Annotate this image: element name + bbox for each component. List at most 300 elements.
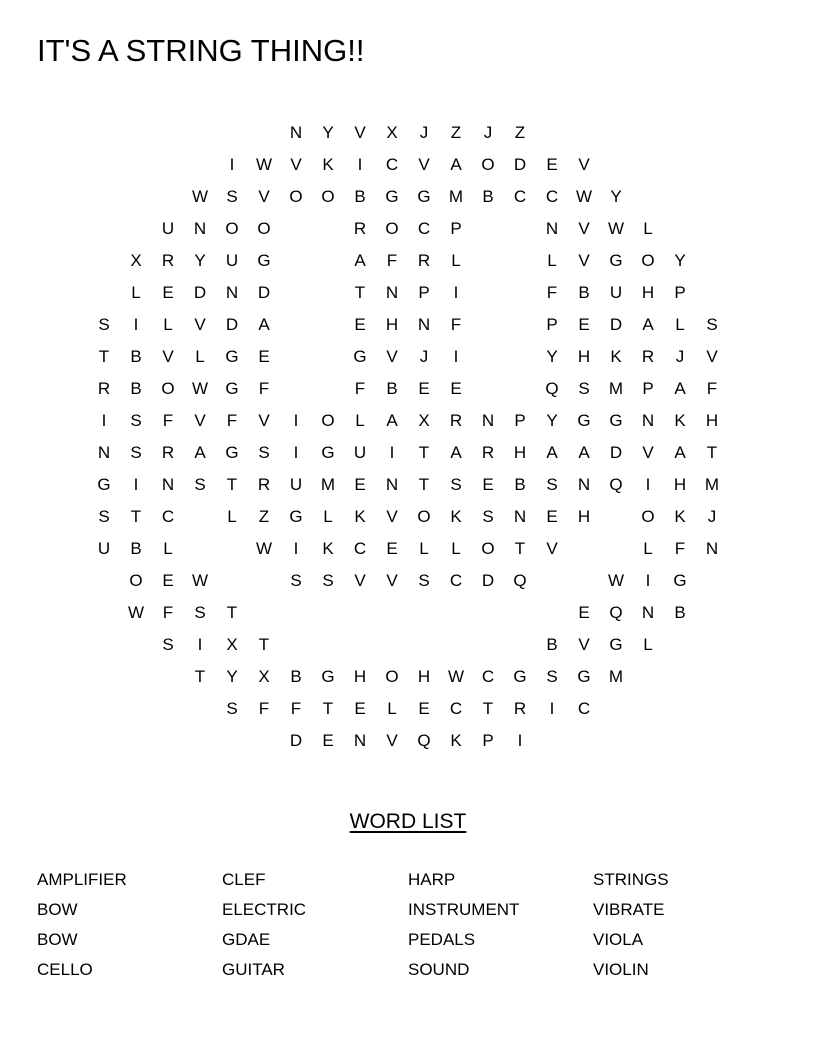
grid-letter: H — [513, 442, 527, 462]
grid-letter: H — [385, 314, 399, 334]
word-list-item: HARP — [408, 870, 456, 889]
grid-letter: T — [354, 282, 366, 302]
grid-letter: I — [453, 346, 459, 366]
grid-letter: X — [226, 634, 238, 654]
grid-letter: K — [322, 538, 334, 558]
grid-letter: B — [354, 186, 366, 206]
grid-letter: V — [194, 410, 206, 430]
grid-letter: B — [482, 186, 494, 206]
grid-letter: S — [98, 314, 110, 334]
grid-letter: H — [353, 666, 367, 686]
grid-letter: H — [577, 346, 591, 366]
grid-letter: V — [418, 154, 430, 174]
grid-letter: F — [258, 378, 270, 398]
grid-letter: D — [609, 314, 623, 334]
grid-letter: S — [194, 474, 206, 494]
grid-letter: M — [320, 474, 336, 494]
grid-letter: E — [354, 698, 366, 718]
grid-letter: S — [130, 442, 142, 462]
grid-letter: Q — [417, 730, 431, 750]
grid-letter: N — [97, 442, 111, 462]
grid-letter: N — [481, 410, 495, 430]
grid-letter: G — [289, 506, 303, 526]
grid-letter: L — [675, 314, 685, 334]
grid-letter: A — [450, 154, 462, 174]
grid-letter: S — [98, 506, 110, 526]
grid-letter: M — [608, 378, 624, 398]
grid-letter: V — [642, 442, 654, 462]
grid-letter: L — [643, 218, 653, 238]
grid-letter: G — [257, 250, 271, 270]
grid-letter: V — [706, 346, 718, 366]
grid-letter: X — [130, 250, 142, 270]
grid-letter: Z — [258, 506, 270, 526]
grid-letter: N — [193, 218, 207, 238]
grid-letter: J — [483, 122, 493, 142]
grid-letter: I — [293, 442, 299, 462]
grid-letter: D — [225, 314, 239, 334]
grid-letter: V — [578, 154, 590, 174]
grid-letter: N — [161, 474, 175, 494]
grid-letter: Y — [226, 666, 238, 686]
grid-letter: O — [321, 186, 335, 206]
grid-letter: I — [133, 314, 139, 334]
grid-letter: S — [226, 698, 238, 718]
grid-letter: E — [258, 346, 270, 366]
grid-letter: Y — [194, 250, 206, 270]
word-list-item: ELECTRIC — [222, 900, 307, 919]
grid-letter: R — [449, 410, 463, 430]
grid-letter: N — [705, 538, 719, 558]
grid-letter: S — [290, 570, 302, 590]
grid-letter: O — [417, 506, 431, 526]
grid-letter: I — [645, 570, 651, 590]
word-list-heading — [0, 810, 816, 834]
grid-letter: E — [578, 602, 590, 622]
grid-letter: S — [226, 186, 238, 206]
grid-letter: V — [386, 570, 398, 590]
grid-letter: I — [645, 474, 651, 494]
grid-letter: V — [194, 314, 206, 334]
grid-letter: D — [481, 570, 495, 590]
word-list-item: GUITAR — [222, 960, 285, 979]
grid-letter: U — [225, 250, 239, 270]
word-list-heading-text: WORD LIST — [349, 810, 467, 833]
grid-letter: T — [130, 506, 142, 526]
grid-letter: H — [417, 666, 431, 686]
grid-letter: J — [419, 346, 429, 366]
grid-letter: O — [257, 218, 271, 238]
word-list-item: VIOLA — [593, 930, 644, 949]
grid-letter: U — [161, 218, 175, 238]
grid-letter: N — [385, 282, 399, 302]
grid-letter: D — [193, 282, 207, 302]
grid-letter: R — [417, 250, 431, 270]
grid-letter: L — [547, 250, 557, 270]
grid-letter: L — [131, 282, 141, 302]
grid-letter: S — [130, 410, 142, 430]
grid-letter: A — [674, 378, 686, 398]
word-list-column-4 — [593, 869, 773, 989]
grid-letter: C — [449, 698, 463, 718]
grid-letter: O — [641, 506, 655, 526]
grid-letter: Q — [609, 602, 623, 622]
grid-letter: J — [419, 122, 429, 142]
grid-letter: H — [641, 282, 655, 302]
grid-letter: J — [707, 506, 717, 526]
grid-letter: K — [610, 346, 622, 366]
grid-letter: G — [385, 186, 399, 206]
grid-letter: M — [608, 666, 624, 686]
grid-letter: N — [641, 602, 655, 622]
grid-letter: C — [353, 538, 367, 558]
word-list-item: BOW — [37, 930, 78, 949]
grid-letter: Q — [513, 570, 527, 590]
grid-letter: T — [482, 698, 494, 718]
grid-letter: V — [258, 410, 270, 430]
grid-letter: J — [675, 346, 685, 366]
grid-letter: S — [546, 474, 558, 494]
grid-letter: O — [481, 538, 495, 558]
grid-letter: N — [385, 474, 399, 494]
grid-letter: C — [545, 186, 559, 206]
grid-letter: Y — [546, 346, 558, 366]
grid-letter: F — [162, 410, 174, 430]
grid-letter: W — [447, 666, 465, 686]
grid-letter: O — [225, 218, 239, 238]
grid-letter: T — [258, 634, 270, 654]
grid-letter: D — [513, 154, 527, 174]
word-list-item: SOUND — [408, 960, 470, 979]
grid-letter: E — [418, 698, 430, 718]
grid-letter: W — [255, 154, 273, 174]
grid-letter: I — [517, 730, 523, 750]
grid-letter: T — [322, 698, 334, 718]
grid-letter: E — [322, 730, 334, 750]
grid-letter: I — [101, 410, 107, 430]
grid-letter: P — [642, 378, 654, 398]
grid-letter: W — [607, 218, 625, 238]
grid-letter: W — [127, 602, 145, 622]
grid-letter: X — [418, 410, 430, 430]
grid-letter: B — [130, 346, 142, 366]
grid-letter: E — [386, 538, 398, 558]
grid-letter: V — [386, 730, 398, 750]
grid-letter: G — [321, 442, 335, 462]
grid-letter: L — [163, 538, 173, 558]
grid-letter: U — [289, 474, 303, 494]
grid-letter: O — [385, 666, 399, 686]
grid-letter: L — [419, 538, 429, 558]
grid-letter: U — [609, 282, 623, 302]
grid-letter: Y — [674, 250, 686, 270]
grid-letter: N — [577, 474, 591, 494]
grid-letter: D — [257, 282, 271, 302]
grid-letter: L — [323, 506, 333, 526]
grid-letter: G — [417, 186, 431, 206]
grid-letter: W — [191, 378, 209, 398]
word-list-item: INSTRUMENT — [408, 900, 520, 919]
grid-letter: R — [161, 442, 175, 462]
grid-letter: S — [258, 442, 270, 462]
grid-letter: K — [450, 506, 462, 526]
grid-letter: E — [162, 570, 174, 590]
grid-letter: P — [546, 314, 558, 334]
grid-letter: E — [354, 474, 366, 494]
grid-letter: E — [546, 506, 558, 526]
grid-letter: C — [161, 506, 175, 526]
grid-letter: K — [322, 154, 334, 174]
grid-letter: A — [386, 410, 398, 430]
grid-letter: V — [578, 634, 590, 654]
grid-letter: A — [674, 442, 686, 462]
grid-letter: V — [258, 186, 270, 206]
grid-letter: R — [257, 474, 271, 494]
grid-letter: K — [674, 410, 686, 430]
grid-letter: B — [386, 378, 398, 398]
grid-letter: T — [514, 538, 526, 558]
grid-letter: W — [191, 186, 209, 206]
grid-letter: F — [226, 410, 238, 430]
grid-letter: X — [258, 666, 270, 686]
grid-letter: O — [289, 186, 303, 206]
grid-letter: K — [354, 506, 366, 526]
grid-letter: B — [578, 282, 590, 302]
grid-letter: P — [418, 282, 430, 302]
grid-letter: S — [162, 634, 174, 654]
grid-letter: F — [386, 250, 398, 270]
grid-letter: O — [385, 218, 399, 238]
grid-letter: F — [162, 602, 174, 622]
grid-letter: C — [481, 666, 495, 686]
grid-letter: L — [355, 410, 365, 430]
grid-letter: G — [609, 634, 623, 654]
grid-letter: P — [450, 218, 462, 238]
grid-letter: T — [706, 442, 718, 462]
grid-letter: V — [354, 122, 366, 142]
grid-letter: T — [418, 442, 430, 462]
grid-letter: L — [195, 346, 205, 366]
grid-letter: D — [609, 442, 623, 462]
word-list-item: GDAE — [222, 930, 271, 949]
grid-letter: E — [546, 154, 558, 174]
grid-letter: Y — [546, 410, 558, 430]
grid-letter: F — [706, 378, 718, 398]
word-list-item: CLEF — [222, 870, 266, 889]
grid-letter: R — [97, 378, 111, 398]
grid-letter: I — [357, 154, 363, 174]
grid-letter: K — [450, 730, 462, 750]
grid-letter: C — [513, 186, 527, 206]
grid-letter: L — [387, 698, 397, 718]
grid-letter: C — [417, 218, 431, 238]
grid-letter: T — [194, 666, 206, 686]
grid-letter: B — [130, 378, 142, 398]
grid-letter: G — [577, 410, 591, 430]
grid-letter: F — [290, 698, 302, 718]
grid-letter: B — [130, 538, 142, 558]
word-list-column-2 — [222, 869, 402, 989]
grid-letter: L — [227, 506, 237, 526]
grid-letter: R — [481, 442, 495, 462]
grid-letter: Y — [322, 122, 334, 142]
word-list-item: VIOLIN — [593, 960, 649, 979]
grid-letter: O — [161, 378, 175, 398]
page-title: IT'S A STRING THING!! — [37, 33, 365, 68]
word-list-item: AMPLIFIER — [37, 870, 127, 889]
word-list-column-3 — [408, 869, 588, 989]
grid-letter: O — [129, 570, 143, 590]
grid-letter: Z — [514, 122, 526, 142]
grid-letter: I — [133, 474, 139, 494]
grid-letter: B — [514, 474, 526, 494]
grid-letter: I — [549, 698, 555, 718]
grid-letter: H — [577, 506, 591, 526]
grid-letter: F — [546, 282, 558, 302]
grid-letter: N — [225, 282, 239, 302]
grid-letter: B — [546, 634, 558, 654]
grid-letter: S — [418, 570, 430, 590]
grid-letter: B — [674, 602, 686, 622]
grid-letter: G — [321, 666, 335, 686]
grid-letter: S — [706, 314, 718, 334]
grid-letter: G — [609, 250, 623, 270]
grid-letter: A — [450, 442, 462, 462]
grid-letter: G — [225, 378, 239, 398]
word-list-item: PEDALS — [408, 930, 476, 949]
grid-letter: W — [191, 570, 209, 590]
grid-letter: I — [293, 538, 299, 558]
word-list-item: STRINGS — [593, 870, 669, 889]
word-list-item: VIBRATE — [593, 900, 665, 919]
grid-letter: V — [354, 570, 366, 590]
grid-letter: A — [642, 314, 654, 334]
grid-letter: L — [643, 538, 653, 558]
grid-letter: F — [450, 314, 462, 334]
grid-letter: G — [609, 410, 623, 430]
grid-letter: T — [418, 474, 430, 494]
grid-letter: Q — [609, 474, 623, 494]
grid-letter: G — [513, 666, 527, 686]
word-list-column-1 — [37, 869, 217, 989]
grid-letter: K — [674, 506, 686, 526]
grid-letter: P — [674, 282, 686, 302]
grid-letter: T — [226, 474, 238, 494]
grid-letter: L — [163, 314, 173, 334]
word-list-item: BOW — [37, 900, 78, 919]
grid-letter: S — [578, 378, 590, 398]
grid-letter: P — [514, 410, 526, 430]
grid-letter: V — [290, 154, 302, 174]
grid-letter: S — [450, 474, 462, 494]
grid-letter: S — [482, 506, 494, 526]
grid-letter: S — [322, 570, 334, 590]
grid-letter: V — [578, 250, 590, 270]
grid-letter: P — [482, 730, 494, 750]
grid-letter: E — [418, 378, 430, 398]
grid-letter: G — [97, 474, 111, 494]
grid-letter: I — [229, 154, 235, 174]
grid-letter: G — [225, 346, 239, 366]
grid-letter: A — [578, 442, 590, 462]
grid-letter: T — [226, 602, 238, 622]
grid-letter: E — [354, 314, 366, 334]
grid-letter: T — [98, 346, 110, 366]
grid-letter: N — [545, 218, 559, 238]
grid-letter: S — [546, 666, 558, 686]
grid-letter: R — [161, 250, 175, 270]
grid-letter: G — [673, 570, 687, 590]
grid-letter: B — [290, 666, 302, 686]
grid-letter: D — [289, 730, 303, 750]
grid-letter: Z — [450, 122, 462, 142]
grid-letter: Y — [610, 186, 622, 206]
grid-letter: W — [607, 570, 625, 590]
grid-letter: L — [451, 538, 461, 558]
grid-letter: N — [289, 122, 303, 142]
grid-letter: G — [225, 442, 239, 462]
grid-letter: I — [197, 634, 203, 654]
grid-letter: L — [451, 250, 461, 270]
grid-letter: V — [386, 346, 398, 366]
grid-letter: G — [577, 666, 591, 686]
grid-letter: E — [450, 378, 462, 398]
grid-letter: S — [194, 602, 206, 622]
grid-letter: R — [641, 346, 655, 366]
grid-letter: I — [293, 410, 299, 430]
grid-letter: A — [258, 314, 270, 334]
grid-letter: O — [321, 410, 335, 430]
grid-letter: C — [577, 698, 591, 718]
grid-letter: R — [513, 698, 527, 718]
grid-letter: W — [255, 538, 273, 558]
grid-letter: N — [417, 314, 431, 334]
grid-letter: H — [673, 474, 687, 494]
grid-letter: G — [353, 346, 367, 366]
word-list-item: CELLO — [37, 960, 93, 979]
grid-letter: N — [353, 730, 367, 750]
grid-letter: V — [546, 538, 558, 558]
grid-letter: A — [194, 442, 206, 462]
grid-letter: N — [513, 506, 527, 526]
grid-letter: Q — [545, 378, 559, 398]
grid-letter: M — [448, 186, 464, 206]
grid-letter: H — [705, 410, 719, 430]
grid-letter: A — [546, 442, 558, 462]
grid-letter: U — [97, 538, 111, 558]
grid-letter: O — [641, 250, 655, 270]
grid-letter: E — [482, 474, 494, 494]
grid-letter: X — [386, 122, 398, 142]
grid-letter: V — [578, 218, 590, 238]
grid-letter: R — [353, 218, 367, 238]
grid-letter: N — [641, 410, 655, 430]
grid-letter: A — [354, 250, 366, 270]
grid-letter: F — [674, 538, 686, 558]
grid-letter: O — [481, 154, 495, 174]
grid-letter: V — [162, 346, 174, 366]
grid-letter: L — [643, 634, 653, 654]
grid-letter: W — [575, 186, 593, 206]
grid-letter: F — [258, 698, 270, 718]
grid-letter: C — [385, 154, 399, 174]
grid-letter: C — [449, 570, 463, 590]
grid-letter: I — [453, 282, 459, 302]
grid-letter: V — [386, 506, 398, 526]
grid-letter: E — [578, 314, 590, 334]
grid-letter: F — [354, 378, 366, 398]
grid-letter: E — [162, 282, 174, 302]
